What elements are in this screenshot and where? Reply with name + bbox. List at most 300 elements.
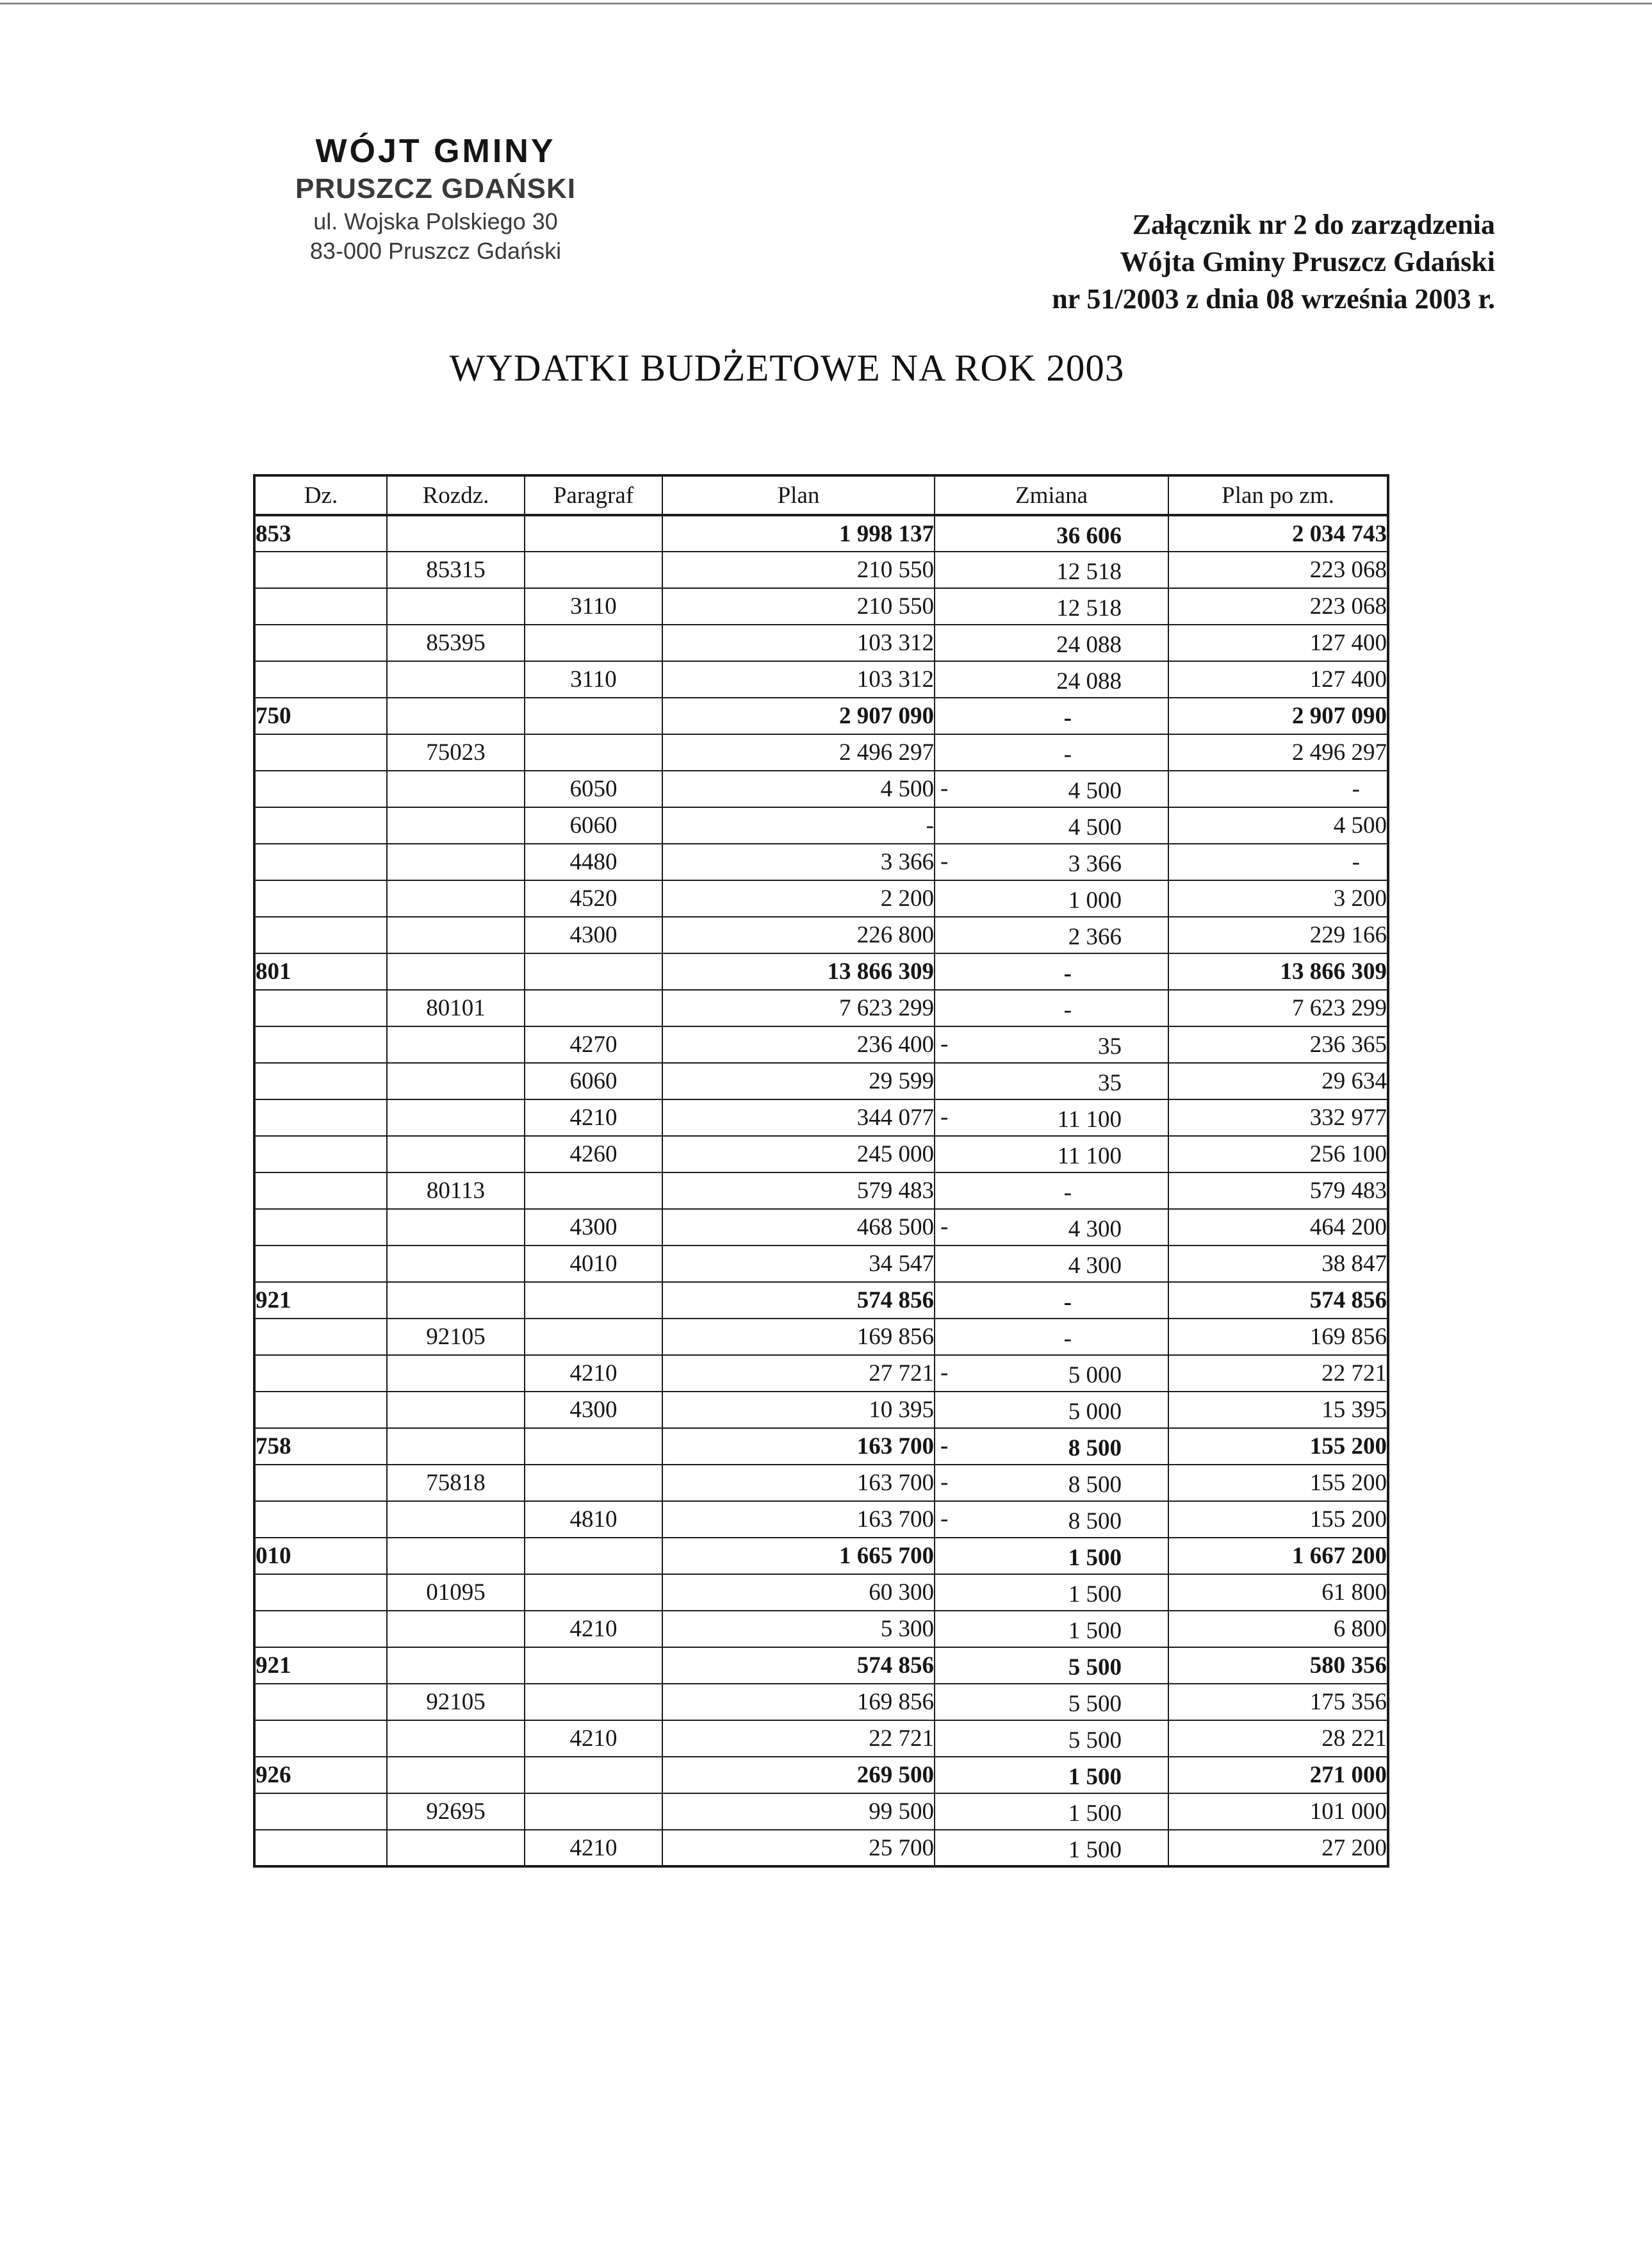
change-value: 4 500 <box>1068 814 1122 841</box>
change-value: 1 500 <box>1068 1545 1122 1571</box>
cell-plan: 236 400 <box>662 1026 935 1063</box>
cell-paragraf <box>525 734 662 771</box>
cell-plan-po-zmianie: 2 907 090 <box>1168 698 1388 734</box>
cell-dzial <box>254 1063 387 1099</box>
cell-zmiana <box>935 1172 1168 1209</box>
cell-paragraf <box>525 990 662 1026</box>
cell-dzial <box>254 1793 387 1830</box>
decrease-sign: - <box>940 1469 949 1495</box>
cell-rozdzial <box>387 1830 525 1866</box>
cell-plan-po-zmianie: 223 068 <box>1168 588 1388 625</box>
change-value: 4 300 <box>1068 1216 1122 1242</box>
cell-dzial <box>254 807 387 844</box>
cell-rozdzial <box>387 1282 525 1319</box>
cell-paragraf: 6060 <box>525 1063 662 1099</box>
cell-plan-po-zmianie: - <box>1168 844 1388 880</box>
table-header-row <box>254 475 1388 515</box>
cell-rozdzial <box>387 1246 525 1282</box>
cell-plan-po-zmianie: 175 356 <box>1168 1684 1388 1720</box>
cell-rozdzial <box>387 1063 525 1099</box>
table-row <box>254 1282 1388 1319</box>
budget-table <box>253 474 1389 1868</box>
cell-zmiana <box>935 953 1168 990</box>
change-value: 2 366 <box>1068 924 1122 950</box>
cell-dzial: 853 <box>254 515 387 552</box>
table-row <box>254 1647 1388 1684</box>
cell-dzial <box>254 1099 387 1136</box>
table-row <box>254 990 1388 1026</box>
cell-zmiana <box>935 1611 1168 1647</box>
cell-paragraf: 3110 <box>525 661 662 698</box>
cell-plan: 163 700 <box>662 1501 935 1538</box>
document-title: WYDATKI BUDŻETOWE NA ROK 2003 <box>449 347 1125 389</box>
table-row <box>254 1720 1388 1757</box>
cell-plan-po-zmianie: 155 200 <box>1168 1465 1388 1501</box>
cell-plan-po-zmianie: 256 100 <box>1168 1136 1388 1172</box>
table-row <box>254 1428 1388 1465</box>
cell-dzial <box>254 734 387 771</box>
cell-plan-po-zmianie: 2 034 743 <box>1168 515 1388 552</box>
change-value: - <box>1063 741 1072 768</box>
cell-plan-po-zmianie: 4 500 <box>1168 807 1388 844</box>
decrease-sign: - <box>940 1360 949 1386</box>
change-value: - <box>1063 1180 1072 1206</box>
cell-paragraf: 4260 <box>525 1136 662 1172</box>
cell-zmiana <box>935 552 1168 588</box>
change-value: - <box>1063 960 1072 987</box>
cell-dzial: 801 <box>254 953 387 990</box>
cell-dzial <box>254 661 387 698</box>
cell-plan-po-zmianie: 1 667 200 <box>1168 1538 1388 1574</box>
cell-plan-po-zmianie: 28 221 <box>1168 1720 1388 1757</box>
cell-paragraf <box>525 1465 662 1501</box>
cell-paragraf <box>525 1757 662 1793</box>
cell-paragraf: 4210 <box>525 1830 662 1866</box>
cell-zmiana <box>935 1136 1168 1172</box>
cell-dzial <box>254 1465 387 1501</box>
cell-plan-po-zmianie: 579 483 <box>1168 1172 1388 1209</box>
table-row <box>254 844 1388 880</box>
cell-paragraf: 4300 <box>525 917 662 953</box>
cell-dzial <box>254 1392 387 1428</box>
table-row <box>254 807 1388 844</box>
cell-plan: 7 623 299 <box>662 990 935 1026</box>
table-row <box>254 1465 1388 1501</box>
cell-dzial <box>254 1136 387 1172</box>
cell-paragraf: 4810 <box>525 1501 662 1538</box>
cell-dzial: 750 <box>254 698 387 734</box>
decrease-sign: - <box>940 1433 949 1459</box>
cell-dzial <box>254 1172 387 1209</box>
header-zmiana: Zmiana <box>935 475 1168 515</box>
cell-zmiana <box>935 661 1168 698</box>
table-body <box>254 515 1388 1866</box>
cell-plan: 4 500 <box>662 771 935 807</box>
table-row <box>254 1099 1388 1136</box>
change-value: 1 000 <box>1068 887 1122 914</box>
cell-rozdzial: 80101 <box>387 990 525 1026</box>
cell-plan-po-zmianie: 127 400 <box>1168 625 1388 661</box>
cell-plan: 2 907 090 <box>662 698 935 734</box>
cell-rozdzial <box>387 771 525 807</box>
cell-plan-po-zmianie: 15 395 <box>1168 1392 1388 1428</box>
change-value: - <box>1063 997 1072 1023</box>
cell-plan-po-zmianie: 61 800 <box>1168 1574 1388 1611</box>
cell-plan: 245 000 <box>662 1136 935 1172</box>
cell-rozdzial <box>387 1392 525 1428</box>
change-value: 35 <box>1098 1033 1122 1060</box>
cell-plan-po-zmianie: 101 000 <box>1168 1793 1388 1830</box>
cell-dzial: 926 <box>254 1757 387 1793</box>
cell-plan: 1 665 700 <box>662 1538 935 1574</box>
cell-paragraf: 4300 <box>525 1209 662 1246</box>
change-value: 5 000 <box>1068 1362 1122 1388</box>
cell-plan: 344 077 <box>662 1099 935 1136</box>
cell-rozdzial <box>387 698 525 734</box>
cell-rozdzial <box>387 588 525 625</box>
cell-paragraf: 4010 <box>525 1246 662 1282</box>
cell-paragraf <box>525 953 662 990</box>
cell-dzial <box>254 1684 387 1720</box>
cell-dzial <box>254 552 387 588</box>
cell-zmiana <box>935 1465 1168 1501</box>
annex-reference <box>1052 206 1495 318</box>
table-row <box>254 515 1388 552</box>
cell-plan-po-zmianie: 127 400 <box>1168 661 1388 698</box>
change-value: - <box>1063 1289 1072 1315</box>
cell-dzial <box>254 588 387 625</box>
cell-zmiana <box>935 1684 1168 1720</box>
cell-plan-po-zmianie: - <box>1168 771 1388 807</box>
stamp-title: WÓJT GMINY <box>315 133 556 170</box>
change-value: 5 500 <box>1068 1654 1122 1681</box>
cell-zmiana <box>935 1063 1168 1099</box>
cell-plan-po-zmianie: 7 623 299 <box>1168 990 1388 1026</box>
change-value: 5 000 <box>1068 1399 1122 1425</box>
change-value: 12 518 <box>1056 559 1122 585</box>
cell-dzial <box>254 1319 387 1355</box>
cell-plan: - <box>662 807 935 844</box>
cell-dzial <box>254 771 387 807</box>
table-row <box>254 1172 1388 1209</box>
cell-dzial <box>254 1246 387 1282</box>
cell-zmiana <box>935 807 1168 844</box>
cell-dzial <box>254 917 387 953</box>
cell-rozdzial <box>387 844 525 880</box>
change-value: 1 500 <box>1068 1618 1122 1644</box>
cell-plan: 34 547 <box>662 1246 935 1282</box>
cell-plan-po-zmianie: 155 200 <box>1168 1501 1388 1538</box>
cell-rozdzial: 85395 <box>387 625 525 661</box>
change-value: 24 088 <box>1056 668 1122 695</box>
cell-plan-po-zmianie: 332 977 <box>1168 1099 1388 1136</box>
cell-rozdzial <box>387 917 525 953</box>
cell-plan: 3 366 <box>662 844 935 880</box>
cell-zmiana <box>935 515 1168 552</box>
cell-rozdzial <box>387 1136 525 1172</box>
cell-plan: 574 856 <box>662 1282 935 1319</box>
header-dz: Dz. <box>254 475 387 515</box>
cell-dzial <box>254 1209 387 1246</box>
cell-rozdzial <box>387 1501 525 1538</box>
cell-dzial: 921 <box>254 1282 387 1319</box>
scan-edge-line <box>0 3 1652 4</box>
cell-zmiana <box>935 990 1168 1026</box>
table-row <box>254 1611 1388 1647</box>
cell-rozdzial <box>387 1428 525 1465</box>
cell-plan-po-zmianie: 169 856 <box>1168 1319 1388 1355</box>
cell-zmiana <box>935 917 1168 953</box>
cell-plan: 99 500 <box>662 1793 935 1830</box>
table-row <box>254 734 1388 771</box>
cell-plan: 169 856 <box>662 1319 935 1355</box>
decrease-sign: - <box>940 1506 949 1532</box>
cell-plan: 13 866 309 <box>662 953 935 990</box>
cell-rozdzial <box>387 1647 525 1684</box>
decrease-sign: - <box>940 1213 949 1240</box>
table-row <box>254 1063 1388 1099</box>
cell-rozdzial <box>387 807 525 844</box>
cell-plan: 579 483 <box>662 1172 935 1209</box>
cell-zmiana <box>935 1574 1168 1611</box>
table-row <box>254 1392 1388 1428</box>
cell-paragraf: 4270 <box>525 1026 662 1063</box>
cell-paragraf <box>525 698 662 734</box>
change-value: 8 500 <box>1068 1472 1122 1498</box>
header-rozdz: Rozdz. <box>387 475 525 515</box>
cell-plan-po-zmianie: 6 800 <box>1168 1611 1388 1647</box>
cell-rozdzial <box>387 1209 525 1246</box>
change-value: 1 500 <box>1068 1837 1122 1863</box>
cell-dzial <box>254 1355 387 1392</box>
cell-dzial <box>254 1026 387 1063</box>
cell-rozdzial: 75818 <box>387 1465 525 1501</box>
cell-dzial: 921 <box>254 1647 387 1684</box>
cell-paragraf: 4520 <box>525 880 662 917</box>
table-row <box>254 880 1388 917</box>
cell-plan-po-zmianie: 27 200 <box>1168 1830 1388 1866</box>
table-row <box>254 917 1388 953</box>
cell-rozdzial: 80113 <box>387 1172 525 1209</box>
change-value: 8 500 <box>1068 1508 1122 1534</box>
cell-zmiana <box>935 1282 1168 1319</box>
cell-plan: 163 700 <box>662 1428 935 1465</box>
cell-paragraf <box>525 625 662 661</box>
cell-plan-po-zmianie: 464 200 <box>1168 1209 1388 1246</box>
cell-paragraf <box>525 515 662 552</box>
cell-paragraf <box>525 1282 662 1319</box>
cell-dzial <box>254 990 387 1026</box>
change-value: 11 100 <box>1057 1143 1122 1169</box>
cell-plan: 29 599 <box>662 1063 935 1099</box>
table-row <box>254 1136 1388 1172</box>
cell-paragraf <box>525 1172 662 1209</box>
cell-plan: 2 496 297 <box>662 734 935 771</box>
cell-paragraf <box>525 1538 662 1574</box>
cell-paragraf <box>525 1428 662 1465</box>
table-row <box>254 1757 1388 1793</box>
cell-plan-po-zmianie: 229 166 <box>1168 917 1388 953</box>
cell-rozdzial <box>387 1099 525 1136</box>
table-row <box>254 771 1388 807</box>
cell-rozdzial: 75023 <box>387 734 525 771</box>
cell-paragraf: 6060 <box>525 807 662 844</box>
cell-dzial <box>254 844 387 880</box>
cell-rozdzial <box>387 880 525 917</box>
cell-plan-po-zmianie: 155 200 <box>1168 1428 1388 1465</box>
change-value: 5 500 <box>1068 1727 1122 1754</box>
cell-plan: 103 312 <box>662 661 935 698</box>
cell-rozdzial: 01095 <box>387 1574 525 1611</box>
table-row <box>254 1830 1388 1866</box>
cell-rozdzial: 92105 <box>387 1319 525 1355</box>
cell-plan-po-zmianie: 38 847 <box>1168 1246 1388 1282</box>
table-row <box>254 953 1388 990</box>
table-row <box>254 1355 1388 1392</box>
cell-zmiana <box>935 734 1168 771</box>
table-row <box>254 1501 1388 1538</box>
cell-rozdzial <box>387 1026 525 1063</box>
cell-dzial <box>254 1611 387 1647</box>
header-plan: Plan <box>662 475 935 515</box>
cell-zmiana <box>935 625 1168 661</box>
cell-plan-po-zmianie: 574 856 <box>1168 1282 1388 1319</box>
change-value: 3 366 <box>1068 851 1122 877</box>
cell-paragraf <box>525 1793 662 1830</box>
cell-plan-po-zmianie: 29 634 <box>1168 1063 1388 1099</box>
cell-plan: 210 550 <box>662 588 935 625</box>
cell-dzial <box>254 1830 387 1866</box>
cell-zmiana <box>935 1392 1168 1428</box>
cell-zmiana <box>935 1246 1168 1282</box>
cell-rozdzial <box>387 1757 525 1793</box>
table-row <box>254 588 1388 625</box>
table-row <box>254 661 1388 698</box>
cell-dzial <box>254 1720 387 1757</box>
table-row <box>254 1246 1388 1282</box>
stamp-municipality: PRUSZCZ GDAŃSKI <box>295 173 576 204</box>
change-value: 5 500 <box>1068 1691 1122 1717</box>
cell-dzial <box>254 1501 387 1538</box>
cell-paragraf <box>525 1574 662 1611</box>
cell-plan-po-zmianie: 223 068 <box>1168 552 1388 588</box>
cell-rozdzial: 85315 <box>387 552 525 588</box>
change-value: - <box>1063 705 1072 731</box>
change-value: - <box>1063 1326 1072 1352</box>
cell-plan: 2 200 <box>662 880 935 917</box>
cell-zmiana <box>935 1647 1168 1684</box>
cell-plan-po-zmianie: 2 496 297 <box>1168 734 1388 771</box>
cell-plan-po-zmianie: 3 200 <box>1168 880 1388 917</box>
cell-rozdzial: 92105 <box>387 1684 525 1720</box>
change-value: 11 100 <box>1057 1106 1122 1133</box>
cell-paragraf: 4210 <box>525 1720 662 1757</box>
cell-zmiana <box>935 1428 1168 1465</box>
cell-plan: 60 300 <box>662 1574 935 1611</box>
table-row <box>254 1574 1388 1611</box>
cell-zmiana <box>935 1830 1168 1866</box>
cell-dzial <box>254 880 387 917</box>
change-value: 4 500 <box>1068 778 1122 804</box>
cell-zmiana <box>935 1355 1168 1392</box>
cell-zmiana <box>935 1209 1168 1246</box>
cell-zmiana <box>935 698 1168 734</box>
change-value: 4 300 <box>1068 1253 1122 1279</box>
cell-zmiana <box>935 880 1168 917</box>
table-row <box>254 625 1388 661</box>
cell-zmiana <box>935 1099 1168 1136</box>
change-value: 1 500 <box>1068 1764 1122 1790</box>
cell-paragraf: 4210 <box>525 1355 662 1392</box>
cell-dzial <box>254 1574 387 1611</box>
cell-plan: 468 500 <box>662 1209 935 1246</box>
change-value: 1 500 <box>1068 1581 1122 1607</box>
annex-line-2: Wójta Gminy Pruszcz Gdański <box>1120 246 1495 277</box>
cell-paragraf: 4210 <box>525 1611 662 1647</box>
cell-zmiana <box>935 588 1168 625</box>
table-row <box>254 1319 1388 1355</box>
cell-dzial: 758 <box>254 1428 387 1465</box>
cell-rozdzial: 92695 <box>387 1793 525 1830</box>
cell-zmiana <box>935 771 1168 807</box>
cell-plan: 27 721 <box>662 1355 935 1392</box>
cell-plan: 574 856 <box>662 1647 935 1684</box>
cell-zmiana <box>935 1538 1168 1574</box>
header-plan-po-zmianie: Plan po zm. <box>1168 475 1388 515</box>
cell-plan: 226 800 <box>662 917 935 953</box>
cell-plan: 25 700 <box>662 1830 935 1866</box>
cell-paragraf: 4300 <box>525 1392 662 1428</box>
cell-zmiana <box>935 1319 1168 1355</box>
cell-zmiana <box>935 1757 1168 1793</box>
change-value: 36 606 <box>1056 523 1122 549</box>
cell-dzial: 010 <box>254 1538 387 1574</box>
cell-plan-po-zmianie: 580 356 <box>1168 1647 1388 1684</box>
change-value: 24 088 <box>1056 632 1122 658</box>
change-value: 8 500 <box>1068 1435 1122 1461</box>
cell-plan-po-zmianie: 22 721 <box>1168 1355 1388 1392</box>
stamp-postal: 83-000 Pruszcz Gdański <box>309 238 562 264</box>
cell-zmiana <box>935 1501 1168 1538</box>
table-row <box>254 552 1388 588</box>
cell-rozdzial <box>387 1611 525 1647</box>
table-row <box>254 1209 1388 1246</box>
table-row <box>254 1538 1388 1574</box>
table-row <box>254 1026 1388 1063</box>
cell-paragraf: 6050 <box>525 771 662 807</box>
cell-rozdzial <box>387 1355 525 1392</box>
cell-paragraf: 3110 <box>525 588 662 625</box>
cell-paragraf <box>525 1647 662 1684</box>
cell-plan: 10 395 <box>662 1392 935 1428</box>
table-row <box>254 1684 1388 1720</box>
cell-plan: 1 998 137 <box>662 515 935 552</box>
header-paragraf: Paragraf <box>525 475 662 515</box>
office-stamp <box>231 131 641 266</box>
cell-paragraf <box>525 1684 662 1720</box>
cell-plan: 103 312 <box>662 625 935 661</box>
cell-plan: 163 700 <box>662 1465 935 1501</box>
change-value: 12 518 <box>1056 595 1122 621</box>
cell-paragraf <box>525 1319 662 1355</box>
table-row <box>254 698 1388 734</box>
decrease-sign: - <box>940 848 949 875</box>
cell-plan: 169 856 <box>662 1684 935 1720</box>
cell-plan: 5 300 <box>662 1611 935 1647</box>
annex-line-1: Załącznik nr 2 do zarządzenia <box>1132 209 1495 240</box>
stamp-street: ul. Wojska Polskiego 30 <box>313 208 558 234</box>
cell-plan: 22 721 <box>662 1720 935 1757</box>
